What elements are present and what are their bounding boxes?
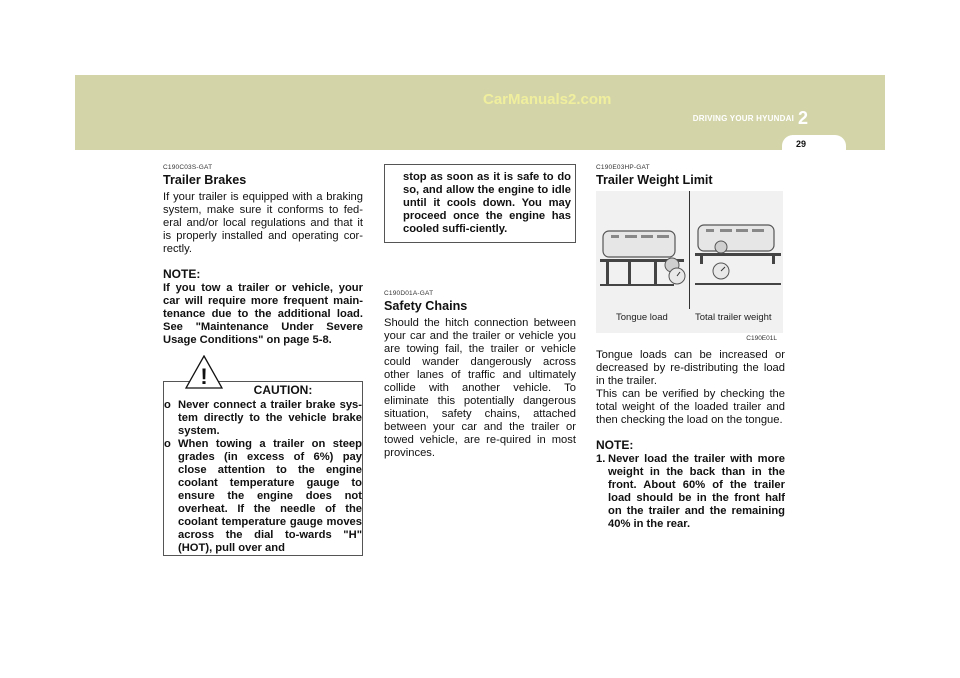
page-number-tab <box>782 135 846 157</box>
figure-divider <box>689 191 690 309</box>
body-paragraph: Should the hitch connection between your car and the trailer or vehicle you are towing fail, the trailer or vehicle could wander dangerously across other lanes of traffic and ultimately collide with another vehicle. To eliminate this potentially dangerous situation, safety chains, attached between your car and the trailer or towed vehicle, are re-quired in most provinces. <box>384 317 576 459</box>
figure-code: C190E01L <box>746 335 777 342</box>
header-band <box>75 75 885 150</box>
caution-box <box>163 381 363 556</box>
column-safety-chains <box>384 164 576 460</box>
trailer-icon <box>600 231 685 286</box>
caution-block <box>163 364 363 556</box>
caution-continued-box: stop as soon as it is safe to do so, and allow the engine to idle until it cools down. You may proceed once the engine has cooled suffi-ciently. <box>384 164 576 243</box>
trailer-icon <box>695 225 781 285</box>
body-paragraph: Tongue loads can be increased or decreased by re-distributing the load in the trailer. <box>596 349 785 387</box>
note-heading: NOTE: <box>163 267 201 281</box>
column-trailer-weight <box>596 164 785 531</box>
figure-caption-left: Tongue load <box>616 312 668 323</box>
body-paragraph: If your trailer is equipped with a braking system, make sure it conforms to fed-eral and/or local regulations and that it is properly installed and operating cor-rectly. <box>163 191 363 255</box>
column-trailer-brakes <box>163 164 363 556</box>
section-heading: Safety Chains <box>384 299 468 313</box>
svg-text:!: ! <box>200 364 208 389</box>
warning-icon <box>185 355 223 393</box>
section-code: C190E03HP-GAT <box>596 164 650 171</box>
body-paragraph: This can be verified by checking the total weight of the loaded trailer and then checking the load on the tongue. <box>596 388 785 426</box>
section-code: C190C03S-GAT <box>163 164 213 171</box>
caution-heading: CAUTION: <box>253 383 313 397</box>
section-title: DRIVING YOUR HYUNDAI <box>692 114 794 123</box>
figure-caption-right: Total trailer weight <box>695 312 772 323</box>
list-item: 1. Never load the trailer with more weight in the back than in the front. About 60% of the trailer load should be in the front half on the trailer and the remaining 40% in the rear. <box>596 453 785 530</box>
list-item: o When towing a trailer on steep grades (in excess of 6%) pay close attention to the engine coolant temperature gauge to ensure the engine does not overheat. If the needle of the coolant temperature gauge moves across the dial to-wards "H" (HOT), pull over and <box>164 438 362 554</box>
section-heading: Trailer Brakes <box>163 173 247 187</box>
trailer-weight-figure <box>596 191 783 342</box>
note-text: If you tow a trailer or vehicle, your car will require more frequent main-tenance due to the additional load. See "Maintenance Under Severe Usage Conditions" on page 5-8. <box>163 282 363 346</box>
site-watermark[interactable]: CarManuals2.com <box>483 91 612 108</box>
page-number: 29 <box>796 139 807 149</box>
note-heading: NOTE: <box>596 438 634 452</box>
chapter-number: 2 <box>798 108 809 128</box>
section-heading: Trailer Weight Limit <box>596 173 713 187</box>
section-code: C190D01A-GAT <box>384 290 434 297</box>
list-item: o Never connect a trailer brake sys-tem directly to the vehicle brake system. <box>164 399 362 437</box>
